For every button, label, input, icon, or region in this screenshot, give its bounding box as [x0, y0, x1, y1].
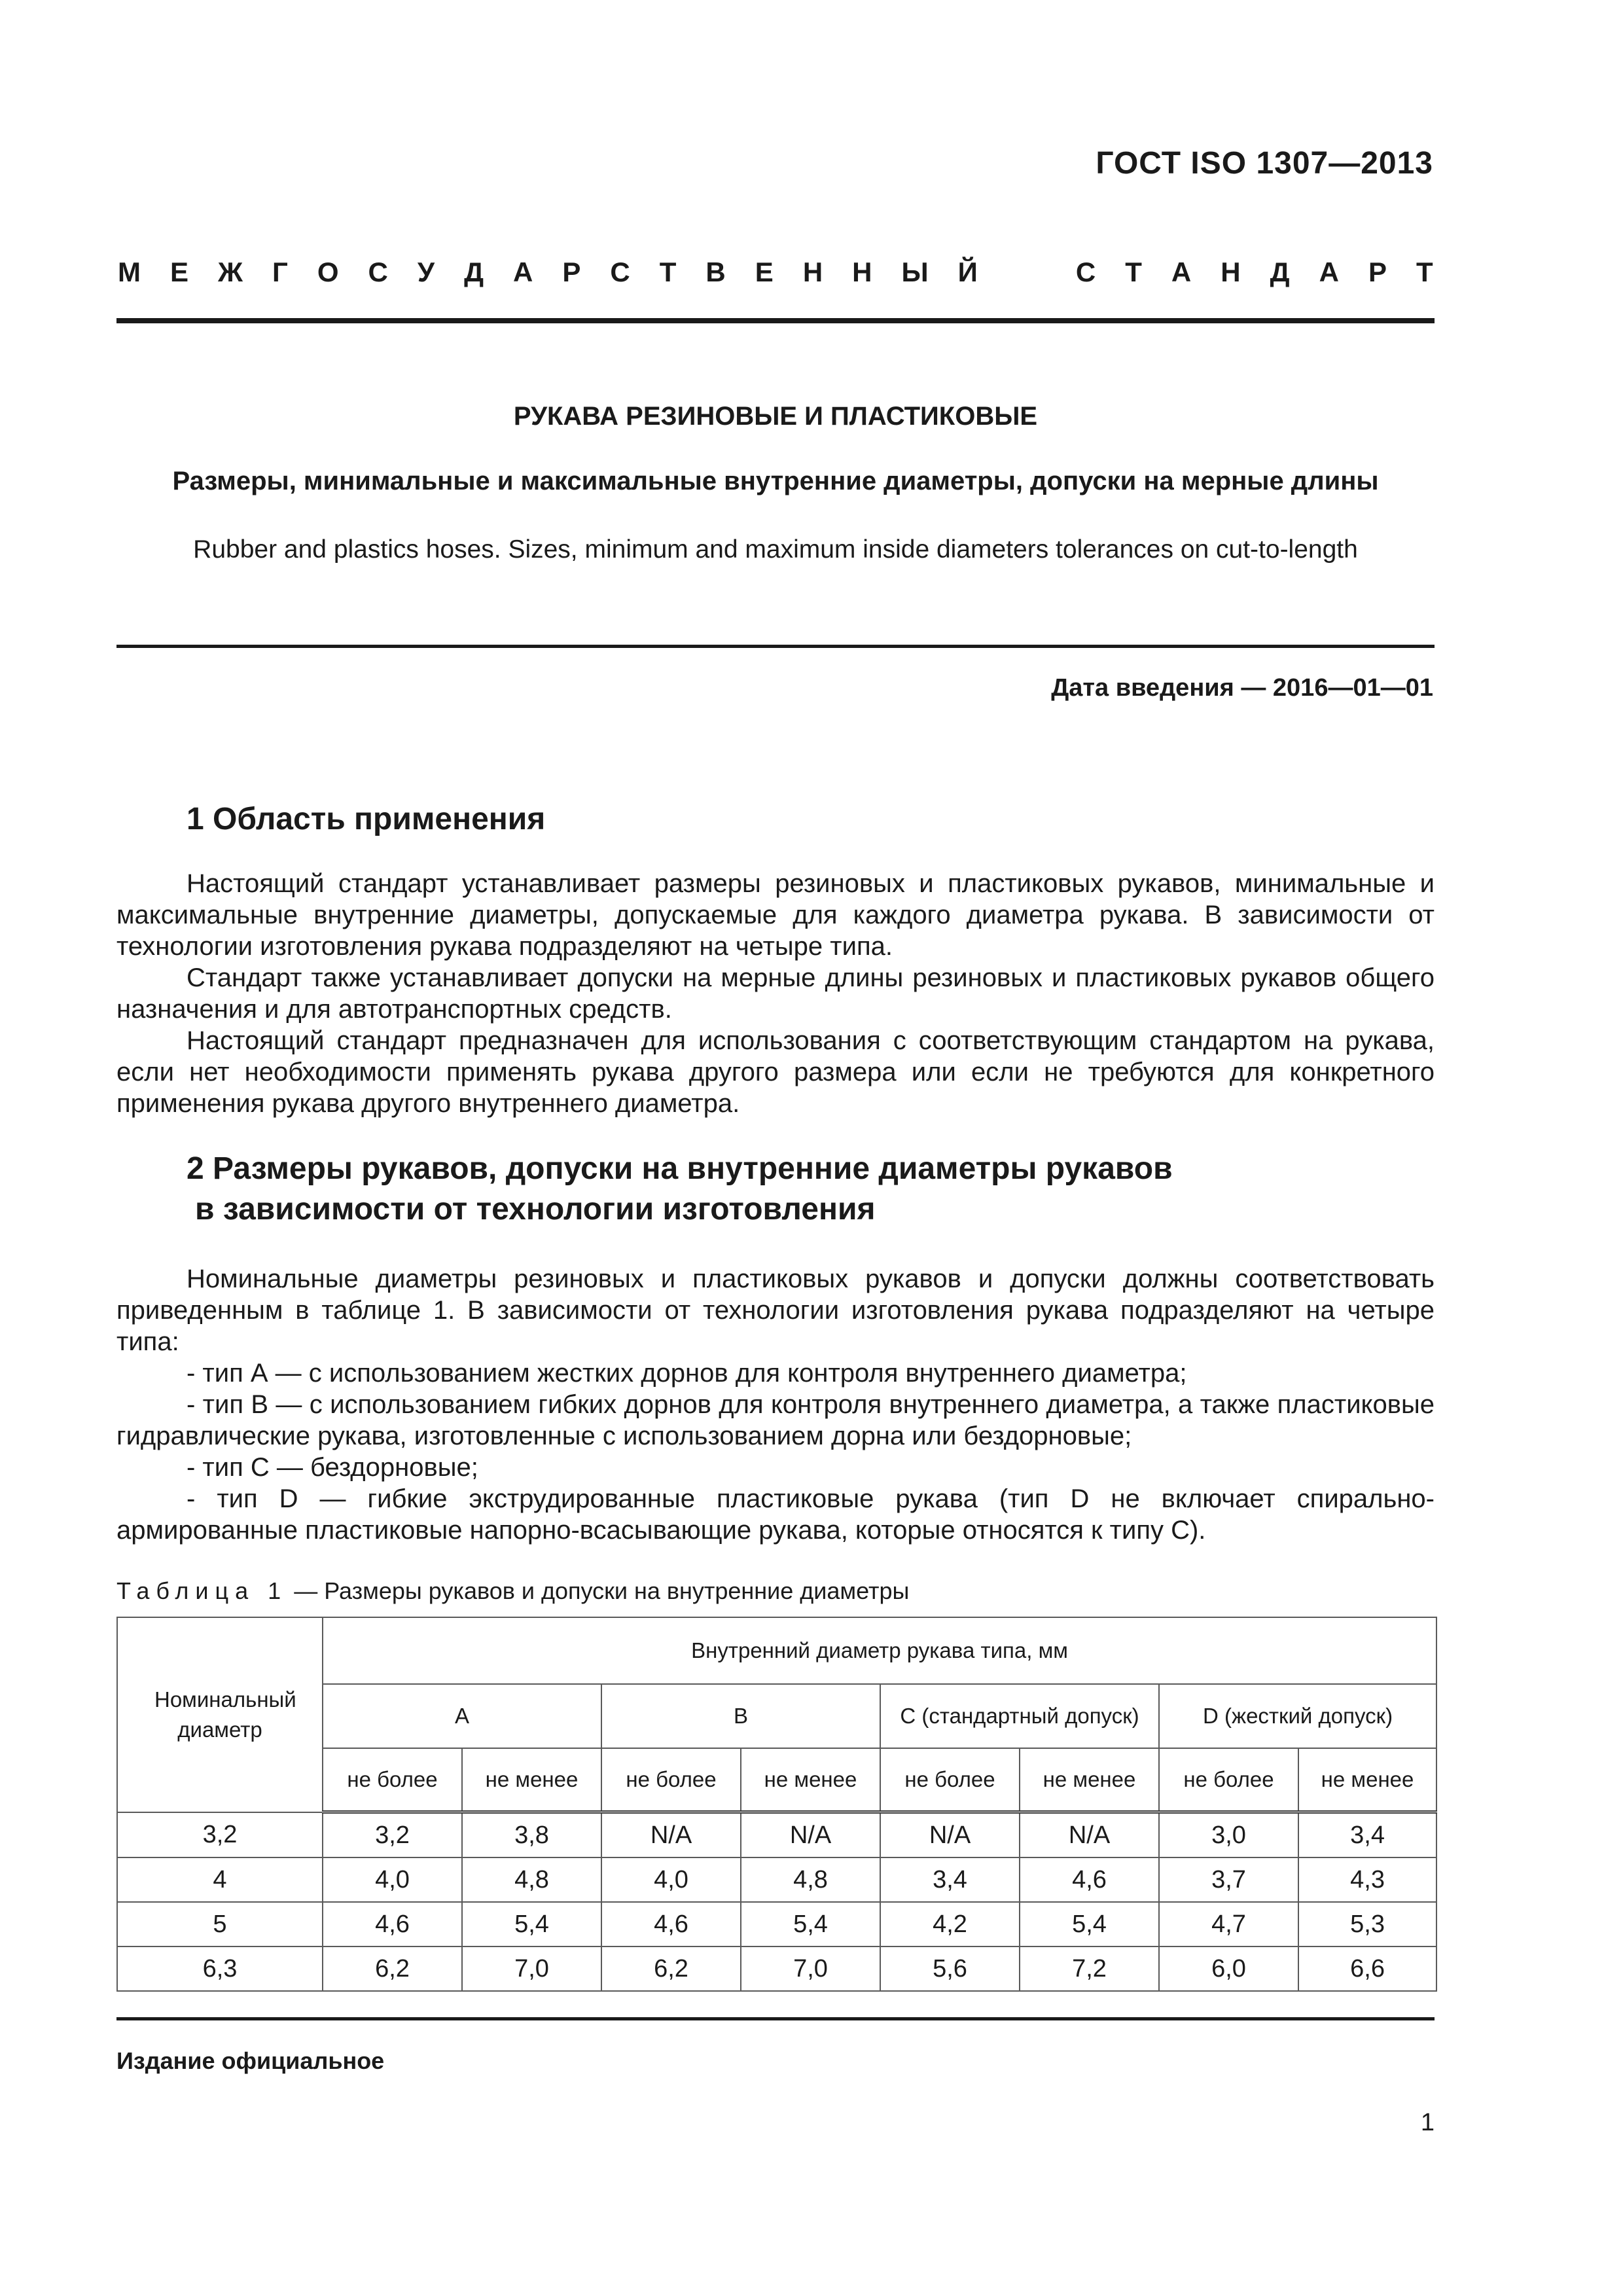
nominal-diameter-label: Номинальный диаметр	[154, 1687, 296, 1742]
nominal-diameter-cell: 4	[117, 1857, 323, 1902]
list-item: - тип В — с использованием гибких дорнов для контроля внутреннего диаметра, а также пластиковые гидравлические рукава, изготовленные с использованием дорна или бездорновые;	[116, 1390, 1435, 1450]
interstate-letter: Н	[852, 257, 872, 287]
diameter-value-cell: 6,2	[323, 1946, 462, 1991]
diameter-value-cell: N/A	[601, 1812, 741, 1858]
interstate-letter: А	[513, 257, 533, 287]
diameter-value-cell: N/A	[741, 1812, 880, 1858]
interstate-letter: Т	[659, 257, 677, 287]
interstate-letter: А	[1171, 257, 1192, 287]
table-row	[117, 1857, 1436, 1902]
diameter-value-cell: 5,4	[741, 1902, 880, 1946]
table-row	[117, 1812, 1436, 1858]
diameter-value-cell: 3,2	[323, 1812, 462, 1858]
table-row	[117, 1946, 1436, 1991]
subheader-max: не более	[1159, 1748, 1298, 1812]
paragraph: Настоящий стандарт устанавливает размеры резиновых и пластиковых рукавов, минимальные и максимальные внутренние диаметры, допускаемые для каждого диаметра рукава. В зависимости от технологии изготовления рукава подразделяют на четыре типа.	[116, 869, 1435, 961]
interstate-letter: С	[1075, 257, 1096, 287]
interstate-letter: Й	[957, 257, 978, 287]
interstate-letter: У	[417, 257, 435, 287]
interstate-letter: Ы	[901, 257, 929, 287]
interstate-letter: Е	[170, 257, 189, 287]
interstate-letter: М	[118, 257, 141, 287]
diameter-value-cell: N/A	[880, 1812, 1020, 1858]
subheader-max: не более	[601, 1748, 741, 1812]
diameter-value-cell: 6,2	[601, 1946, 741, 1991]
interstate-letter: С	[610, 257, 630, 287]
diameter-value-cell: 5,3	[1298, 1902, 1436, 1946]
table-caption	[116, 1577, 909, 1605]
diameter-value-cell: 3,7	[1159, 1857, 1298, 1902]
diameter-value-cell: 4,0	[601, 1857, 741, 1902]
diameter-value-cell: 6,6	[1298, 1946, 1436, 1991]
diameter-value-cell: 5,4	[1020, 1902, 1159, 1946]
official-edition-label: Издание официальное	[116, 2047, 385, 2074]
section-1-body	[116, 868, 1435, 1119]
interstate-letter: В	[705, 257, 726, 287]
interstate-standard-label	[118, 257, 1433, 288]
paragraph: Номинальные диаметры резиновых и пластиковых рукавов и допуски должны соответствовать приведенным в таблице 1. В зависимости от технологии изготовления рукава подразделяют на четыре типа:	[116, 1265, 1435, 1356]
interstate-letter: Д	[464, 257, 484, 287]
diameter-value-cell: 4,6	[323, 1902, 462, 1946]
diameter-value-cell: 4,2	[880, 1902, 1020, 1946]
interstate-letter: Р	[1368, 257, 1387, 287]
footer-rule	[116, 2017, 1435, 2020]
interstate-letter: Ж	[218, 257, 243, 287]
document-subtitle: Размеры, минимальные и максимальные внутренние диаметры, допуски на мерные длины	[172, 467, 1379, 495]
interstate-letter: Д	[1270, 257, 1290, 287]
diameter-value-cell: 7,0	[741, 1946, 880, 1991]
subheader-min: не менее	[1298, 1748, 1436, 1812]
diameter-value-cell: 3,0	[1159, 1812, 1298, 1858]
diameter-value-cell: 4,3	[1298, 1857, 1436, 1902]
paragraph: Стандарт также устанавливает допуски на мерные длины резиновых и пластиковых рукавов общего назначения и для автотранспортных средств.	[116, 963, 1435, 1024]
type-b-header: В	[601, 1684, 880, 1748]
nominal-diameter-cell: 3,2	[117, 1812, 323, 1858]
diameter-value-cell: 3,4	[880, 1857, 1020, 1902]
subheader-min: не менее	[1020, 1748, 1159, 1812]
introduction-date: Дата введения — 2016—01—01	[1051, 674, 1433, 702]
diameter-value-cell: 7,2	[1020, 1946, 1159, 1991]
table-caption-text: — Размеры рукавов и допуски на внутренние диаметры	[287, 1577, 910, 1604]
type-c-header: С (стандартный допуск)	[880, 1684, 1159, 1748]
diameter-value-cell: 4,6	[601, 1902, 741, 1946]
hose-dimensions-table	[116, 1617, 1437, 1992]
diameter-value-cell: 5,6	[880, 1946, 1020, 1991]
nominal-diameter-header	[117, 1617, 323, 1812]
diameter-value-cell: 4,6	[1020, 1857, 1159, 1902]
section-1-heading: 1 Область применения	[187, 802, 546, 836]
document-title: РУКАВА РЕЗИНОВЫЕ И ПЛАСТИКОВЫЕ	[513, 402, 1038, 431]
standard-code: ГОСТ ISO 1307—2013	[1096, 146, 1433, 181]
interstate-letter: Е	[755, 257, 774, 287]
table-row	[117, 1902, 1436, 1946]
interstate-letter: Н	[802, 257, 823, 287]
type-d-header: D (жесткий допуск)	[1159, 1684, 1436, 1748]
diameter-value-cell: N/A	[1020, 1812, 1159, 1858]
subheader-min: не менее	[462, 1748, 601, 1812]
interstate-letter: Р	[562, 257, 581, 287]
interstate-letter: Т	[1125, 257, 1142, 287]
table-caption-prefix: Таблица 1	[116, 1577, 288, 1604]
section-2-body	[116, 1263, 1435, 1546]
paragraph: Настоящий стандарт предназначен для использования с соответствующим стандартом на рукава, если нет необходимости применять рукава другого размера или если не требуются для конкретного применения рукава другого внутреннего диаметра.	[116, 1026, 1435, 1118]
interstate-letter: Г	[272, 257, 288, 287]
section-2-heading-line2: в зависимости от технологии изготовления	[195, 1192, 876, 1227]
diameter-value-cell: 4,8	[741, 1857, 880, 1902]
list-item: - тип D — гибкие экструдированные пластиковые рукава (тип D не включает спирально-армированные пластиковые напорно-всасывающие рукава, которые относятся к типу С).	[116, 1484, 1435, 1545]
diameter-value-cell: 4,7	[1159, 1902, 1298, 1946]
word-gap	[1007, 257, 1046, 288]
list-item: - тип А — с использованием жестких дорнов для контроля внутреннего диаметра;	[187, 1359, 1187, 1388]
type-a-header: А	[323, 1684, 601, 1748]
nominal-diameter-cell: 6,3	[117, 1946, 323, 1991]
english-title: Rubber and plastics hoses. Sizes, minimum and maximum inside diameters tolerances on cut-to-length	[193, 535, 1358, 564]
interstate-letter: С	[368, 257, 388, 287]
diameter-value-cell: 3,8	[462, 1812, 601, 1858]
diameter-value-cell: 7,0	[462, 1946, 601, 1991]
interstate-letter: Н	[1221, 257, 1241, 287]
diameter-value-cell: 3,4	[1298, 1812, 1436, 1858]
interstate-letter: А	[1319, 257, 1339, 287]
title-rule	[116, 645, 1435, 648]
diameter-value-cell: 4,8	[462, 1857, 601, 1902]
interstate-letter: Т	[1416, 257, 1433, 287]
diameter-value-cell: 6,0	[1159, 1946, 1298, 1991]
diameter-value-cell: 4,0	[323, 1857, 462, 1902]
header-rule	[116, 318, 1435, 323]
list-item: - тип С — бездорновые;	[187, 1453, 478, 1482]
inner-diameter-group-header: Внутренний диаметр рукава типа, мм	[323, 1617, 1436, 1684]
nominal-diameter-cell: 5	[117, 1902, 323, 1946]
page-number: 1	[1420, 2109, 1435, 2136]
interstate-letter: О	[317, 257, 339, 287]
subheader-max: не более	[323, 1748, 462, 1812]
subheader-min: не менее	[741, 1748, 880, 1812]
subheader-max: не более	[880, 1748, 1020, 1812]
diameter-value-cell: 5,4	[462, 1902, 601, 1946]
section-2-heading-line1: 2 Размеры рукавов, допуски на внутренние диаметры рукавов	[187, 1151, 1173, 1186]
